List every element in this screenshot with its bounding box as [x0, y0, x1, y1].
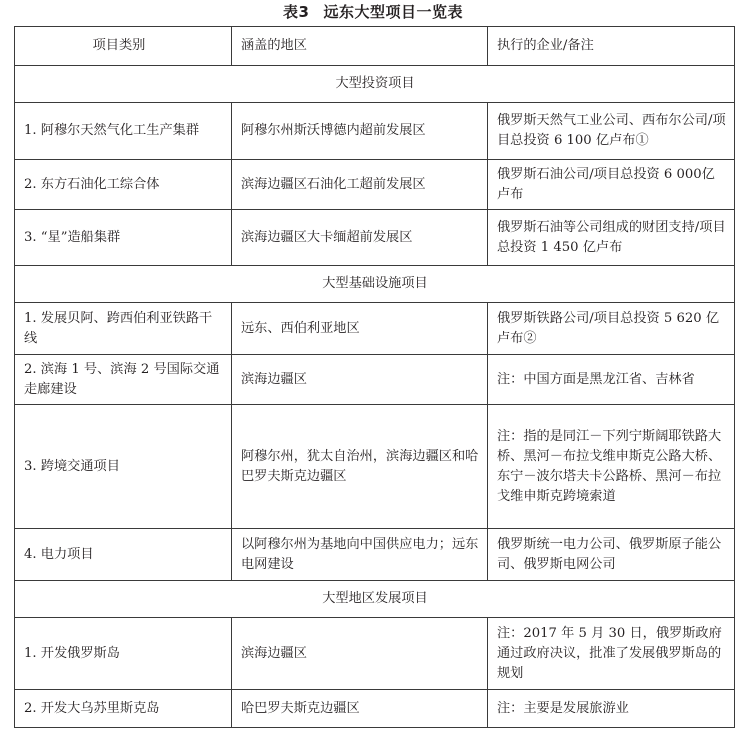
cell-executor: 俄罗斯统一电力公司、俄罗斯原子能公司、俄罗斯电网公司: [488, 529, 735, 581]
cell-region: 阿穆尔州，犹太自治州，滨海边疆区和哈巴罗夫斯克边疆区: [232, 405, 488, 529]
cell-executor: 注：指的是同江－下列宁斯阔耶铁路大桥、黑河－布拉戈维申斯克公路大桥、东宁－波尔塔夫卡公路桥、黑河－布拉戈维申斯克跨境索道: [488, 405, 735, 529]
cell-category: 2. 东方石油化工综合体: [15, 160, 232, 210]
cell-category: 2. 滨海 1 号、滨海 2 号国际交通走廊建设: [15, 355, 232, 405]
cell-region: 哈巴罗夫斯克边疆区: [232, 690, 488, 728]
table-row: [15, 210, 735, 266]
cell-region: 以阿穆尔州为基地向中国供应电力；远东电网建设: [232, 529, 488, 581]
section-header-row-regional-development: [15, 581, 735, 618]
table-container: [14, 26, 734, 728]
caption-label: 表: [283, 3, 299, 21]
caption-number: 3: [298, 3, 310, 21]
cell-category: 1. 发展贝阿、跨西伯利亚铁路干线: [15, 303, 232, 355]
table-header-row: [15, 27, 735, 66]
caption-title: 远东大型项目一览表: [323, 3, 463, 21]
cell-category: 3. “星”造船集群: [15, 210, 232, 266]
cell-category: 1. 阿穆尔天然气化工生产集群: [15, 103, 232, 160]
table-row: [15, 690, 735, 728]
cell-category: 3. 跨境交通项目: [15, 405, 232, 529]
section-title-investment: 大型投资项目: [15, 66, 735, 103]
table-row: [15, 529, 735, 581]
column-header-region: 涵盖的地区: [232, 27, 488, 66]
table-row: [15, 405, 735, 529]
cell-executor: 俄罗斯石油等公司组成的财团支持/项目总投资 1 450 亿卢布: [488, 210, 735, 266]
table-row: [15, 303, 735, 355]
section-title-regional-development: 大型地区发展项目: [15, 581, 735, 618]
table-row: [15, 160, 735, 210]
cell-region: 滨海边疆区: [232, 355, 488, 405]
cell-category: 4. 电力项目: [15, 529, 232, 581]
cell-executor: 注：主要是发展旅游业: [488, 690, 735, 728]
cell-region: 阿穆尔州斯沃博德内超前发展区: [232, 103, 488, 160]
column-header-category: 项目类别: [15, 27, 232, 66]
cell-executor: 注：中国方面是黑龙江省、吉林省: [488, 355, 735, 405]
far-east-major-projects-table: [14, 26, 735, 728]
table-row: [15, 618, 735, 690]
section-header-row-investment: [15, 66, 735, 103]
column-header-executor: 执行的企业/备注: [488, 27, 735, 66]
table-row: [15, 103, 735, 160]
cell-region: 远东、西伯利亚地区: [232, 303, 488, 355]
cell-executor: 俄罗斯铁路公司/项目总投资 5 620 亿卢布②: [488, 303, 735, 355]
section-header-row-infrastructure: [15, 266, 735, 303]
table-row: [15, 355, 735, 405]
cell-executor: 注：2017 年 5 月 30 日，俄罗斯政府通过政府决议，批准了发展俄罗斯岛的规划: [488, 618, 735, 690]
cell-region: 滨海边疆区大卡缅超前发展区: [232, 210, 488, 266]
cell-executor: 俄罗斯石油公司/项目总投资 6 000亿卢布: [488, 160, 735, 210]
cell-category: 1. 开发俄罗斯岛: [15, 618, 232, 690]
section-title-infrastructure: 大型基础设施项目: [15, 266, 735, 303]
cell-region: 滨海边疆区石油化工超前发展区: [232, 160, 488, 210]
cell-region: 滨海边疆区: [232, 618, 488, 690]
cell-executor: 俄罗斯天然气工业公司、西布尔公司/项目总投资 6 100 亿卢布①: [488, 103, 735, 160]
cell-category: 2. 开发大乌苏里斯克岛: [15, 690, 232, 728]
table-caption: [0, 0, 746, 26]
